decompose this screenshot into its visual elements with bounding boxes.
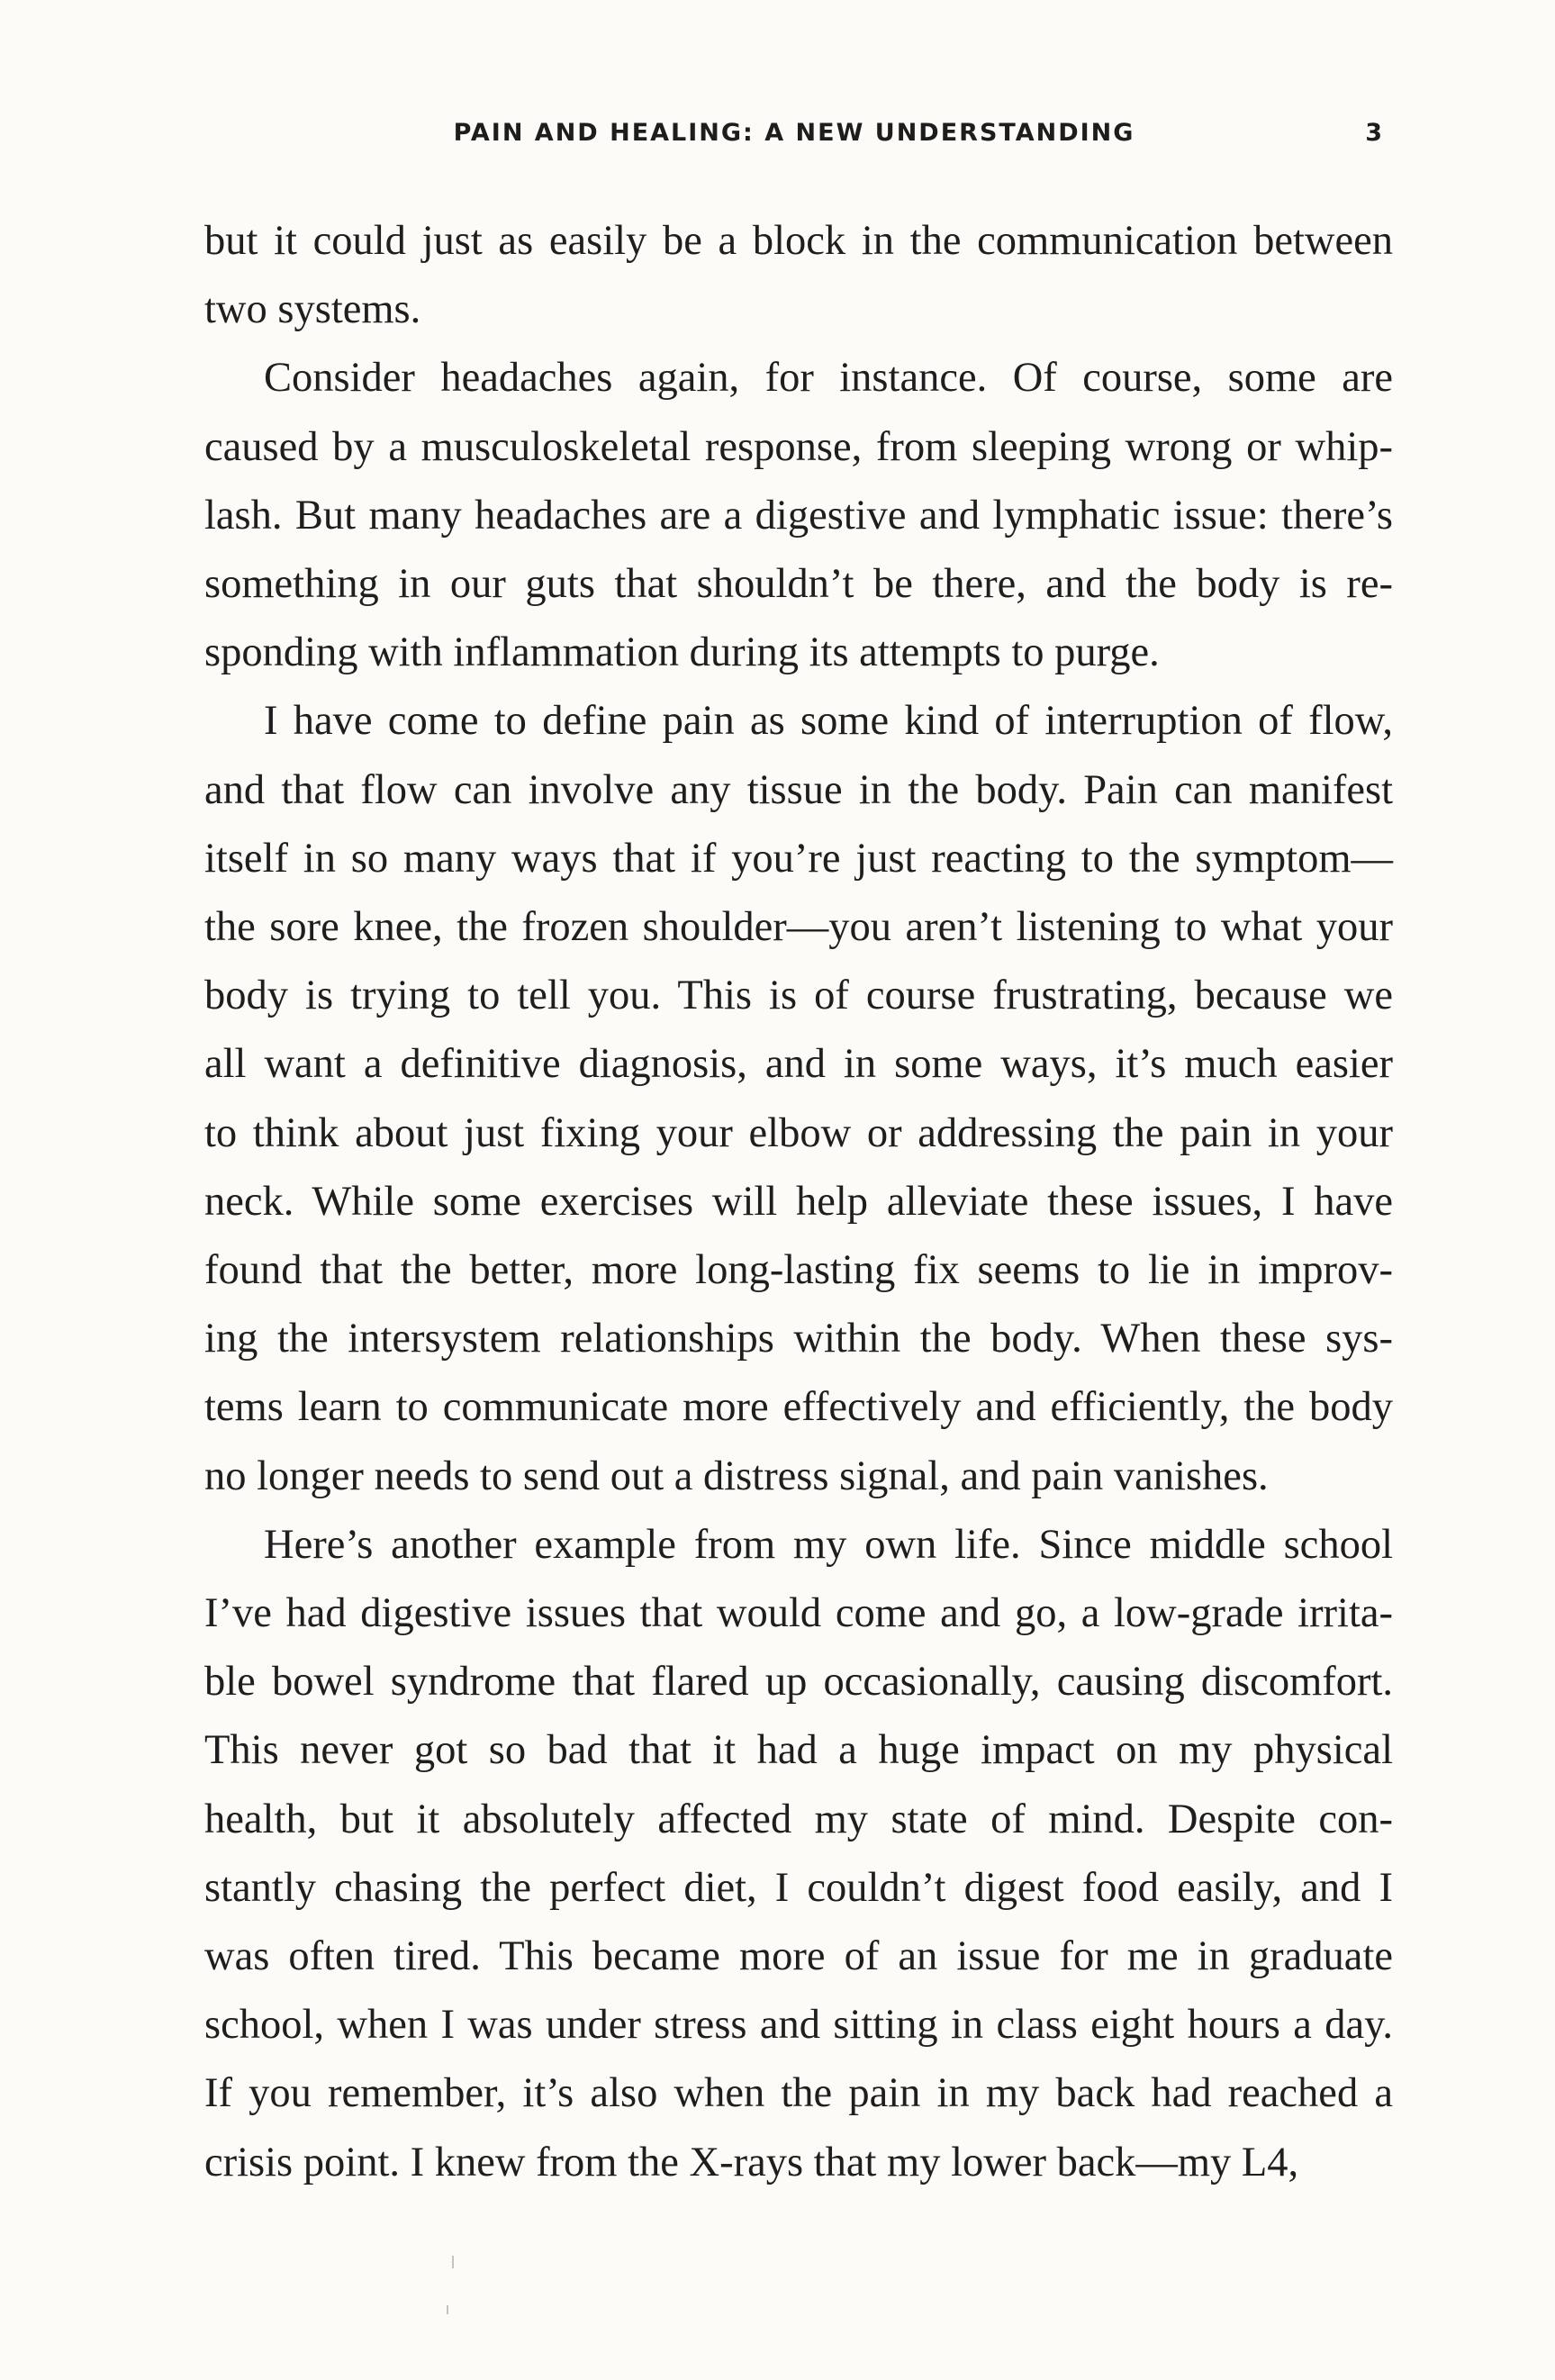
text-line: stantly chasing the perfect diet, I couldn’t digest food easily, and I [204,1864,1393,1911]
text-line: and that flow can involve any tissue in the body. Pain can manifest [204,766,1393,813]
text-line: caused by a musculoskeletal response, from sleeping wrong or whip- [204,423,1393,470]
text-line: was often tired. This became more of an issue for me in graduate [204,1933,1393,1980]
running-head [204,119,1384,155]
text-line: Consider headaches again, for instance. Of course, some are [264,355,1393,402]
text-line: If you remember, it’s also when the pain in my back had reached a [204,2070,1393,2117]
text-line: crisis point. I knew from the X-rays that my lower back—my L4, [204,2139,1299,2185]
text-line: two systems. [204,286,421,333]
text-line: ing the intersystem relationships within the body. When these sys- [204,1316,1393,1362]
running-title: PAIN AND HEALING: A NEW UNDERSTANDING [453,119,1135,147]
text-line: neck. While some exercises will help alleviate these issues, I have [204,1178,1393,1225]
text-line: no longer needs to send out a distress signal, and pain vanishes. [204,1452,1269,1499]
text-line: school, when I was under stress and sitting in class eight hours a day. [204,2002,1393,2049]
text-line: This never got so bad that it had a huge impact on my physical [204,1727,1393,1774]
scan-mark [447,2305,448,2314]
page-number: 3 [1365,119,1384,147]
text-line: itself in so many ways that if you’re just reacting to the symptom— [204,835,1393,882]
text-line: tems learn to communicate more effectively and efficiently, the body [204,1384,1393,1431]
paragraph [204,1511,1393,2197]
text-line: I’ve had digestive issues that would come and go, a low-grade irrita- [204,1590,1393,1637]
body-text [204,207,1393,2197]
text-line: body is trying to tell you. This is of course frustrating, because we [204,973,1393,1019]
paragraph [204,344,1393,687]
text-line: I have come to define pain as some kind of interruption of flow, [264,698,1393,745]
text-line: lash. But many headaches are a digestive and lymphatic issue: there’s [204,492,1393,538]
text-line: found that the better, more long-lasting fix seems to lie in improv- [204,1247,1393,1294]
text-line: to think about just fixing your elbow or addressing the pain in your [204,1109,1393,1156]
text-line: ble bowel syndrome that flared up occasionally, causing discomfort. [204,1659,1393,1706]
text-line: but it could just as easily be a block in the communication between [204,218,1393,264]
text-line: something in our guts that shouldn’t be there, and the body is re- [204,561,1393,608]
scan-mark [452,2256,454,2268]
text-line: the sore knee, the frozen shoulder—you aren’t listening to what your [204,904,1393,951]
paragraph [204,207,1393,344]
text-line: sponding with inflammation during its attempts to purge. [204,629,1160,676]
text-line: health, but it absolutely affected my state of mind. Despite con- [204,1796,1393,1842]
text-line: all want a definitive diagnosis, and in some ways, it’s much easier [204,1041,1393,1088]
text-line: Here’s another example from my own life. Since middle school [264,1521,1393,1568]
paragraph [204,687,1393,1510]
